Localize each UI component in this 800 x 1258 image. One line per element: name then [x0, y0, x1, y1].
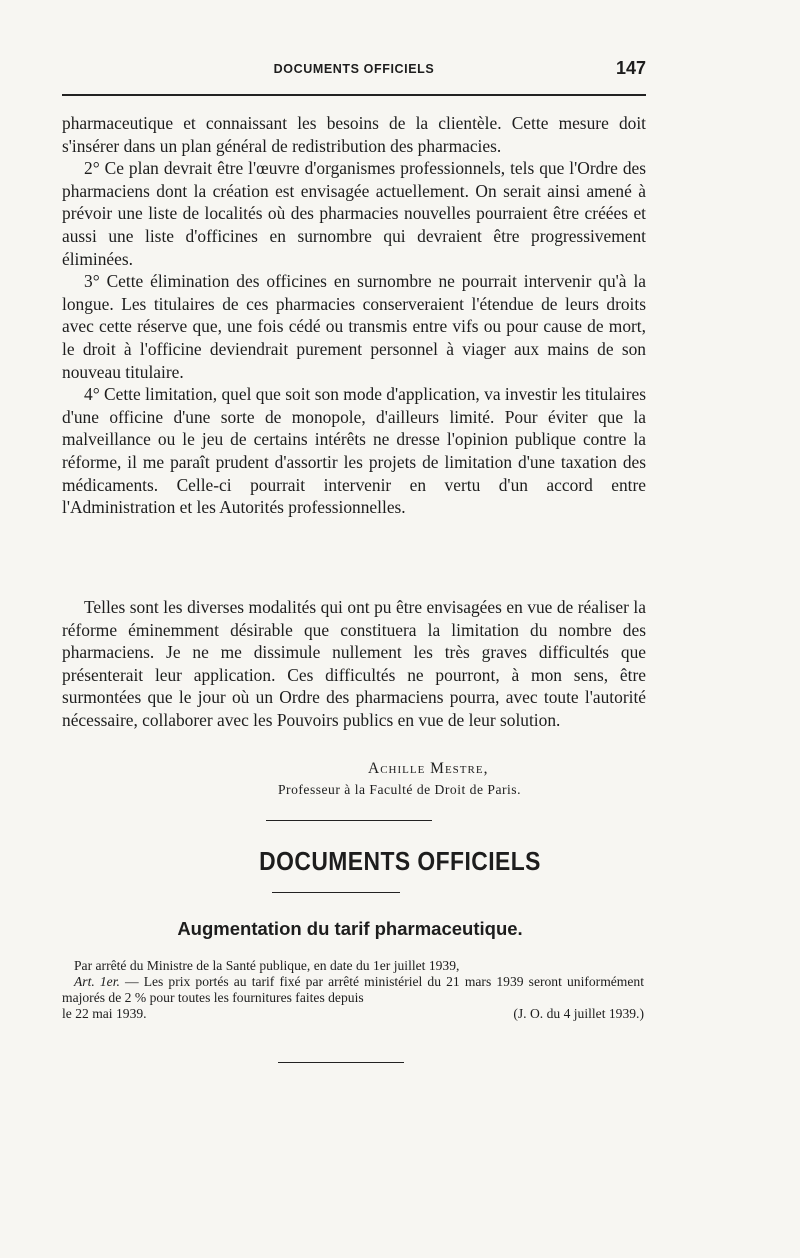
- header-rule: [62, 94, 646, 96]
- decree-preamble: Par arrêté du Ministre de la Santé publique, en date du 1er juillet 1939,: [74, 958, 460, 973]
- article-text: — Les prix portés au tarif fixé par arrêté ministériel du 21 mars 1939 seront uniformément majorés de 2 % pour toutes les fournitures faites depuis: [62, 974, 644, 1005]
- section-divider-bottom: [278, 1062, 404, 1063]
- page-number: 147: [615, 58, 646, 78]
- decree-block: [62, 958, 644, 1022]
- section-title-underline: [272, 892, 400, 893]
- article-body: [62, 112, 646, 519]
- closing-paragraph: Telles sont les diverses modalités qui ont pu être envisagées en vue de réaliser la réforme éminemment désirable que constituera la limitation du nombre des pharmaciens. Je ne me dissimule nullement les très graves difficultés que présenterait leur application. Ces difficultés ne pourront, à mon sens, être surmontées que le jour où un Ordre des pharmaciens pourra, avec toute l'autorité nécessaire, collaborer avec les Pouvoirs publics en vue de leur solution.: [62, 597, 646, 730]
- running-title: DOCUMENTS OFFICIELS: [273, 62, 435, 76]
- section-divider-top: [266, 820, 432, 821]
- closing-paragraph-block: [62, 596, 646, 732]
- paragraph-point-3: 3° Cette élimination des officines en surnombre ne pourrait intervenir qu'à la longue. Les titulaires de ces pharmacies conserveraient l'étendue de leurs droits avec cette réserve que, une fois cédé ou transmis entre vifs ou pour cause de mort, le droit à l'officine deviendrait purement personnel à viager aux mains de son nouveau titulaire.: [62, 271, 646, 382]
- section-subtitle: Augmentation du tarif pharmaceutique.: [177, 918, 523, 939]
- decree-effective-date: le 22 mai 1939.: [62, 1006, 147, 1021]
- page-header: [62, 58, 646, 84]
- section-title: DOCUMENTS OFFICIELS: [259, 846, 541, 876]
- decree-source: (J. O. du 4 juillet 1939.): [513, 1006, 644, 1021]
- paragraph-continuation: pharmaceutique et connaissant les besoins de la clientèle. Cette mesure doit s'insérer dans un plan général de redistribution des pharmacies.: [62, 113, 646, 156]
- article-label: Art. 1er.: [74, 974, 120, 989]
- author-title: Professeur à la Faculté de Droit de Paris.: [278, 782, 521, 797]
- decree-last-line: [62, 1006, 644, 1022]
- paragraph-point-4: 4° Cette limitation, quel que soit son mode d'application, va investir les titulaires d'une officine d'une sorte de monopole, d'ailleurs limité. Pour éviter que la malveillance ou le jeu de certains intérêts ne dresse l'opinion publique contre la réforme, il me paraît prudent d'assortir les projets de limitation d'une taxation des médicaments. Celle-ci pourrait intervenir en vertu d'un accord entre l'Administration et les Autorités professionnelles.: [62, 384, 646, 518]
- decree-article: [62, 974, 644, 1006]
- author-signature: Achille Mestre,: [368, 760, 489, 777]
- paragraph-point-2: 2° Ce plan devrait être l'œuvre d'organismes professionnels, tels que l'Ordre des pharmaciens dont la création est envisagée actuellement. On serait ainsi amené à prévoir une liste de localités où des pharmacies nouvelles pourraient être créées et aussi une liste d'officines en surnombre qui devraient être progressivement éliminées.: [62, 158, 646, 269]
